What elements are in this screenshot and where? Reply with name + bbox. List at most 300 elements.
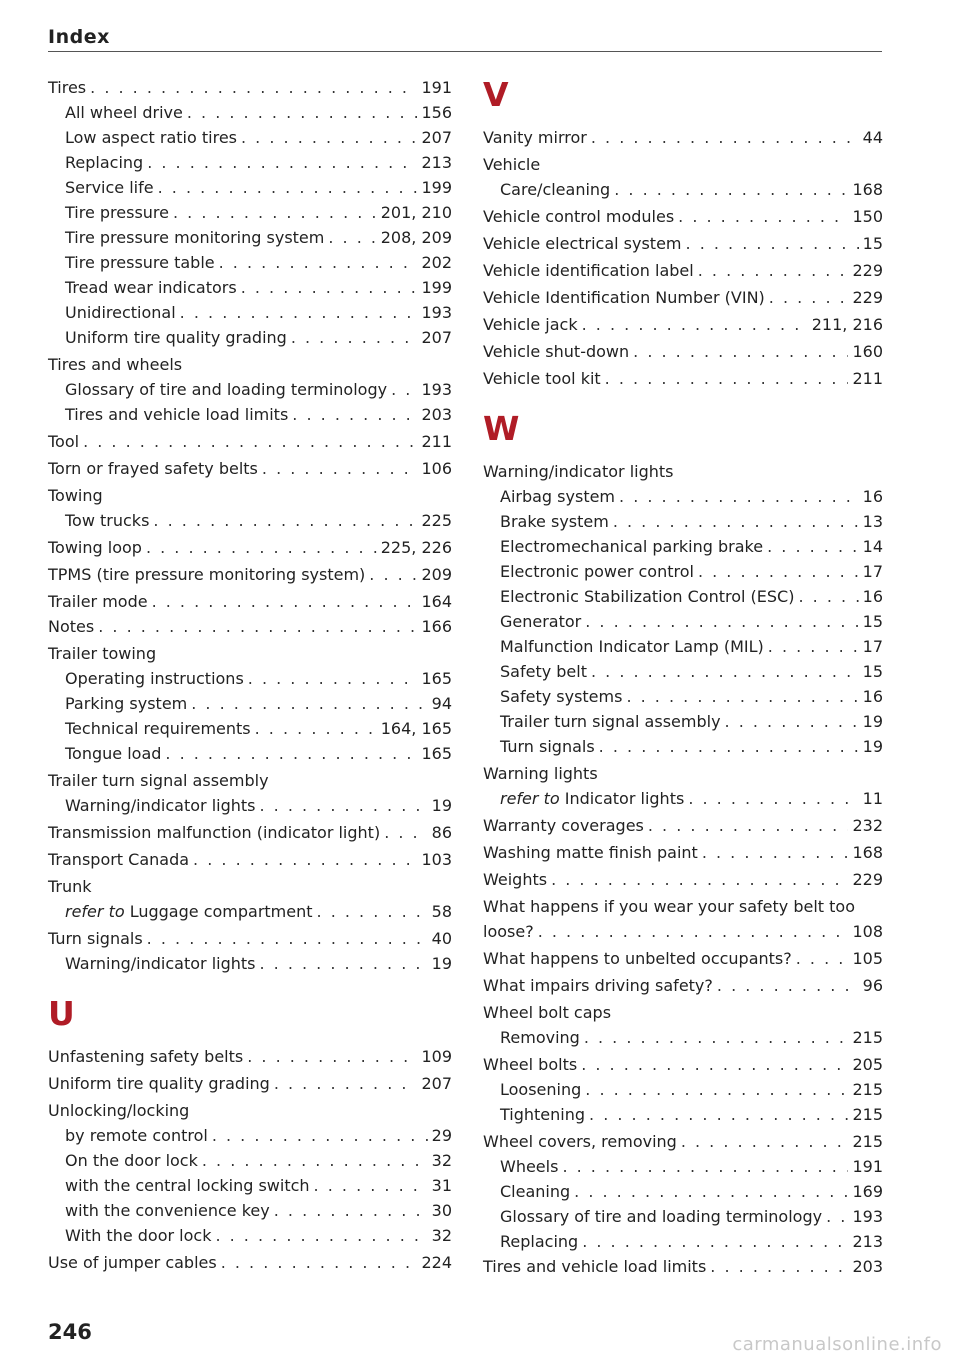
index-entry [483,840,883,865]
index-entry [483,813,883,838]
index-entry [483,973,883,998]
entry-term [48,951,255,976]
entry-term [48,535,142,560]
entry-term [48,1071,270,1096]
index-subentry [483,177,883,202]
entry-page-ref[interactable]: 225, 226 [380,538,452,557]
entry-page-ref[interactable]: 96 [862,976,883,995]
dot-leader [180,300,418,325]
entry-page-ref[interactable]: 17 [862,562,883,581]
entry-term-text: Towing loop [48,538,142,557]
dot-leader [212,1123,428,1148]
dot-leader [247,1044,417,1069]
dot-leader [147,150,417,175]
entry-page-ref[interactable]: 215 [852,1105,883,1124]
entry-term-text: Care/cleaning [500,180,611,199]
entry-term-text: Luggage compartment [129,902,313,921]
entry-term-text: Notes [48,617,95,636]
index-subentry [48,1223,452,1248]
entry-page-ref[interactable]: 211 [852,369,883,388]
dot-leader [725,709,859,734]
entry-term [483,761,598,786]
entry-term-text: Replacing [500,1232,579,1251]
dot-leader [698,559,859,584]
entry-term [483,1000,611,1025]
index-subentry [48,300,452,325]
entry-term [48,793,255,818]
index-subentry [483,1025,883,1050]
entry-term [483,1025,580,1050]
index-column-left [48,75,452,1275]
entry-page-ref[interactable]: 58 [431,902,452,921]
entry-term [48,641,156,666]
entry-term-text: Low aspect ratio tires [65,128,237,147]
entry-term [48,666,244,691]
entry-term-text: What happens to unbelted occupants? [483,949,792,968]
entry-page-ref[interactable]: 208, 209 [380,228,452,247]
index-subentry [483,559,883,584]
entry-term [48,847,189,872]
entry-page-ref[interactable]: 168 [852,843,883,862]
entry-term [483,258,694,283]
entry-term [483,509,609,534]
index-subentry [48,951,452,976]
dot-leader [219,250,418,275]
index-entry [48,589,452,614]
entry-page-ref[interactable]: 202 [421,253,452,272]
index-entry [483,231,883,256]
entry-term [483,177,610,202]
entry-term [48,325,287,350]
entry-page-ref[interactable]: 160 [852,342,883,361]
entry-term-text: Transport Canada [48,850,190,869]
entry-term [483,1204,822,1229]
entry-term-text: Wheel bolts [483,1055,578,1074]
entry-term-text: Vehicle Identification Number (VIN) [483,288,765,307]
dot-leader [83,429,417,454]
entry-term-text: Vanity mirror [483,128,587,147]
dot-leader [717,973,859,998]
entry-page-ref[interactable]: 168 [852,180,883,199]
index-subentry [48,200,452,225]
dot-leader [582,312,808,337]
dot-leader [626,684,858,709]
entry-page-ref[interactable]: 201, 210 [380,203,452,222]
dot-leader [698,258,849,283]
entry-page-ref[interactable]: 224 [421,1253,452,1272]
index-entry [483,366,883,391]
entry-page-ref[interactable]: 19 [862,712,883,731]
entry-page-ref[interactable]: 103 [421,850,452,869]
entry-page-ref[interactable]: 213 [421,153,452,172]
index-entry [483,867,883,892]
index-entry [483,339,883,364]
entry-page-ref[interactable]: 164 [421,592,452,611]
entry-page-ref[interactable]: 169 [852,1182,883,1201]
entry-term [483,152,540,177]
entry-page-ref[interactable]: 31 [431,1176,452,1195]
dot-leader [614,177,848,202]
entry-term-text: Airbag system [500,487,616,506]
entry-term-text: Electronic power control [500,562,694,581]
section-letter-w: W [483,409,520,448]
entry-page-ref[interactable]: 16 [862,687,883,706]
entry-term-text: Towing [48,486,103,505]
dot-leader [291,325,418,350]
dot-leader [796,946,849,971]
index-entry [48,614,452,639]
index-entry [48,1071,452,1096]
entry-term [48,1173,310,1198]
entry-term [48,352,182,377]
entry-term-text: Trailer turn signal assembly [500,712,721,731]
entry-term [48,1123,208,1148]
entry-term-text: Unfastening safety belts [48,1047,244,1066]
index-entry [48,535,452,560]
index-subentry [483,509,883,534]
index-entry [483,312,883,337]
entry-term-text: All wheel drive [65,103,183,122]
entry-term [483,285,765,310]
entry-page-ref[interactable]: 213 [852,1232,883,1251]
dot-leader [98,614,417,639]
dot-leader [562,1154,848,1179]
entry-term [48,100,183,125]
index-subentry [48,899,452,924]
entry-term [48,562,365,587]
entry-term [483,125,587,150]
dot-leader [191,691,427,716]
entry-term [48,1198,270,1223]
dot-leader [274,1198,428,1223]
index-subentry [483,1077,883,1102]
index-entry [483,204,883,229]
entry-term [483,734,595,759]
index-subentry [48,250,452,275]
entry-page-ref[interactable]: 109 [421,1047,452,1066]
entry-page-ref[interactable]: 32 [431,1226,452,1245]
index-entry [48,456,452,481]
entry-term [48,768,269,793]
entry-page-ref[interactable]: 11 [862,789,883,808]
entry-term [48,125,237,150]
entry-page-ref[interactable]: 108 [852,922,883,941]
dot-leader [710,1254,848,1279]
entry-term-text: Vehicle control modules [483,207,675,226]
entry-term-text: Operating instructions [65,669,244,688]
entry-term [48,1250,217,1275]
entry-term-text: Tires [48,78,87,97]
entry-page-ref[interactable]: 16 [862,487,883,506]
entry-term [48,926,143,951]
entry-page-ref[interactable]: 203 [421,405,452,424]
index-subentry [48,175,452,200]
entry-page-ref[interactable]: 205 [852,1055,883,1074]
entry-term [483,204,674,229]
entry-term [48,874,92,899]
index-entry [48,562,452,587]
entry-page-ref[interactable]: 207 [421,128,452,147]
entry-page-ref[interactable]: 15 [862,662,883,681]
entry-term [483,1129,677,1154]
dot-leader [187,100,418,125]
entry-page-ref[interactable]: 225 [421,511,452,530]
entry-page-ref[interactable]: 211, 216 [811,315,883,334]
entry-term [48,225,324,250]
entry-term [483,659,587,684]
entry-page-ref[interactable]: 44 [862,128,883,147]
entry-page-ref[interactable]: 229 [852,870,883,889]
entry-term [48,402,288,427]
entry-term-text: Tool [48,432,80,451]
dot-leader [147,926,428,951]
entry-page-ref[interactable]: 166 [421,617,452,636]
index-entry [483,1052,883,1077]
entry-page-ref[interactable]: 19 [862,737,883,756]
dot-leader [619,484,859,509]
dot-leader [591,659,859,684]
entry-term-text: Weights [483,870,548,889]
index-entry [483,152,883,177]
entry-page-ref[interactable]: 209 [421,565,452,584]
entry-page-ref[interactable]: 165 [421,744,452,763]
index-entry [483,761,883,786]
dot-leader [165,741,417,766]
entry-page-ref[interactable]: 40 [431,929,452,948]
entry-page-ref[interactable]: 94 [431,694,452,713]
index-subentry [483,734,883,759]
dot-leader [798,584,858,609]
dot-leader [262,456,418,481]
dot-leader [173,200,377,225]
entry-page-ref[interactable]: 30 [431,1201,452,1220]
entry-page-ref[interactable]: 16 [862,587,883,606]
index-entry [483,258,883,283]
index-subentry [48,125,452,150]
entry-term-text: Trunk [48,877,92,896]
entry-page-ref[interactable]: 199 [421,278,452,297]
entry-term-text: with the convenience key [65,1201,270,1220]
entry-page-ref[interactable]: 232 [852,816,883,835]
entry-term [483,312,578,337]
entry-page-ref[interactable]: 17 [862,637,883,656]
entry-page-ref[interactable]: 165 [421,669,452,688]
entry-term-text: Washing matte finish paint [483,843,698,862]
entry-page-ref[interactable]: 215 [852,1132,883,1151]
entry-term-text: Indicator lights [564,789,685,808]
entry-term-text: loose? [483,922,534,941]
index-entry [483,459,883,484]
entry-term-text: Vehicle shut-down [483,342,630,361]
dot-leader [686,231,859,256]
entry-term-text: Transmission malfunction (indicator light) [48,823,381,842]
entry-page-ref[interactable]: 13 [862,512,883,531]
entry-term [48,614,94,639]
index-entry [48,352,452,377]
entry-page-ref[interactable]: 164, 165 [380,719,452,738]
header-divider [48,51,882,52]
entry-page-ref[interactable]: 207 [421,1074,452,1093]
entry-term [48,250,215,275]
dot-leader [688,786,858,811]
dot-leader [581,1052,848,1077]
entry-term-text: Service life [65,178,154,197]
entry-term [48,1098,189,1123]
entry-term [483,973,713,998]
index-column-right [483,75,883,1279]
entry-page-ref[interactable]: 15 [862,612,883,631]
entry-page-ref[interactable]: 191 [421,78,452,97]
dot-leader [314,1173,428,1198]
entry-term [483,609,581,634]
index-entry [48,874,452,899]
dot-leader [585,609,858,634]
index-subentry [48,691,452,716]
entry-term [48,1044,243,1069]
index-subentry [483,1229,883,1254]
entry-term-text: Unidirectional [65,303,176,322]
entry-page-ref[interactable]: 19 [431,954,452,973]
entry-term-text: Vehicle electrical system [483,234,682,253]
entry-page-ref[interactable]: 203 [852,1257,883,1276]
index-entry [483,1254,883,1279]
entry-page-ref[interactable]: 86 [431,823,452,842]
entry-term [483,584,794,609]
entry-term-text: What happens if you wear your safety belt too [483,897,855,916]
index-entry [483,1000,883,1025]
index-entry [483,285,883,310]
entry-term-text: Tire pressure monitoring system [65,228,325,247]
index-subentry [48,716,452,741]
entry-page-ref[interactable]: 229 [852,261,883,280]
entry-term [48,377,387,402]
entry-term [483,634,764,659]
entry-term-text: Safety systems [500,687,623,706]
entry-term-text: What impairs driving safety? [483,976,713,995]
dot-leader [826,1204,848,1229]
entry-term [483,231,682,256]
entry-term [483,786,684,811]
entry-term-text: Wheel bolt caps [483,1003,612,1022]
entry-term-text: Generator [500,612,582,631]
entry-term-text: Torn or frayed safety belts [48,459,258,478]
index-subentry [483,709,883,734]
index-subentry [48,508,452,533]
entry-page-ref[interactable]: 207 [421,328,452,347]
dot-leader [292,402,417,427]
entry-page-ref[interactable]: 105 [852,949,883,968]
entry-term [483,1077,581,1102]
entry-page-ref[interactable]: 193 [852,1207,883,1226]
index-subentry [48,793,452,818]
dot-leader [648,813,849,838]
entry-term-text: Replacing [65,153,144,172]
dot-leader [585,1077,848,1102]
entry-term [48,508,149,533]
dot-leader [221,1250,418,1275]
entry-page-ref[interactable]: 156 [421,103,452,122]
entry-term-text: Trailer mode [48,592,148,611]
dot-leader [768,634,859,659]
entry-page-ref[interactable]: 211 [421,432,452,451]
entry-term [48,200,169,225]
index-subentry [483,584,883,609]
entry-page-ref[interactable]: 32 [431,1151,452,1170]
entry-page-ref[interactable]: 150 [852,207,883,226]
entry-term-text: Trailer towing [48,644,157,663]
entry-page-ref[interactable]: 193 [421,380,452,399]
entry-term-text: Warning lights [483,764,598,783]
entry-term-text: With the door lock [65,1226,212,1245]
entry-term [48,741,161,766]
dot-leader [152,589,418,614]
index-subentry [483,684,883,709]
entry-term-text: Electromechanical parking brake [500,537,764,556]
index-entry [48,1098,452,1123]
entry-term [483,1102,585,1127]
entry-term [48,1148,198,1173]
entry-term-text: Technical requirements [65,719,251,738]
refer-to-label: refer to [500,789,560,808]
index-entry [483,946,883,971]
index-subentry [483,609,883,634]
index-entry [48,483,452,508]
entry-page-ref[interactable]: 229 [852,288,883,307]
entry-term [483,684,622,709]
page-number: 246 [48,1320,92,1344]
entry-term [483,459,673,484]
dot-leader [193,847,417,872]
entry-term [483,1052,577,1077]
entry-term-text: Warning/indicator lights [483,462,674,481]
entry-term-text: On the door lock [65,1151,198,1170]
index-subentry [483,484,883,509]
entry-page-ref[interactable]: 191 [852,1157,883,1176]
entry-term [48,1223,211,1248]
entry-page-ref[interactable]: 215 [852,1080,883,1099]
entry-term [483,1179,570,1204]
entry-term [483,1229,578,1254]
entry-term [483,1154,558,1179]
entry-page-ref[interactable]: 15 [862,234,883,253]
entry-page-ref[interactable]: 199 [421,178,452,197]
index-subentry [483,1204,883,1229]
dot-leader [369,562,417,587]
entry-page-ref[interactable]: 29 [431,1126,452,1145]
entry-term-text: Warranty coverages [483,816,644,835]
entry-term-text: Parking system [65,694,188,713]
entry-page-ref[interactable]: 19 [431,796,452,815]
entry-term-text: Tires and vehicle load limits [65,405,289,424]
dot-leader [605,366,849,391]
dot-leader [702,840,849,865]
entry-page-ref[interactable]: 106 [421,459,452,478]
index-subentry [48,1173,452,1198]
index-entry [48,75,452,100]
entry-term-text: Turn signals [48,929,143,948]
entry-term [48,429,79,454]
entry-page-ref[interactable]: 14 [862,537,883,556]
index-subentry [483,534,883,559]
entry-page-ref[interactable]: 215 [852,1028,883,1047]
entry-term-text: Cleaning [500,1182,571,1201]
index-subentry [48,1198,452,1223]
entry-term [483,813,644,838]
entry-term-text: Tire pressure table [65,253,215,272]
dot-leader [153,508,417,533]
entry-term [48,716,251,741]
entry-page-ref[interactable]: 193 [421,303,452,322]
